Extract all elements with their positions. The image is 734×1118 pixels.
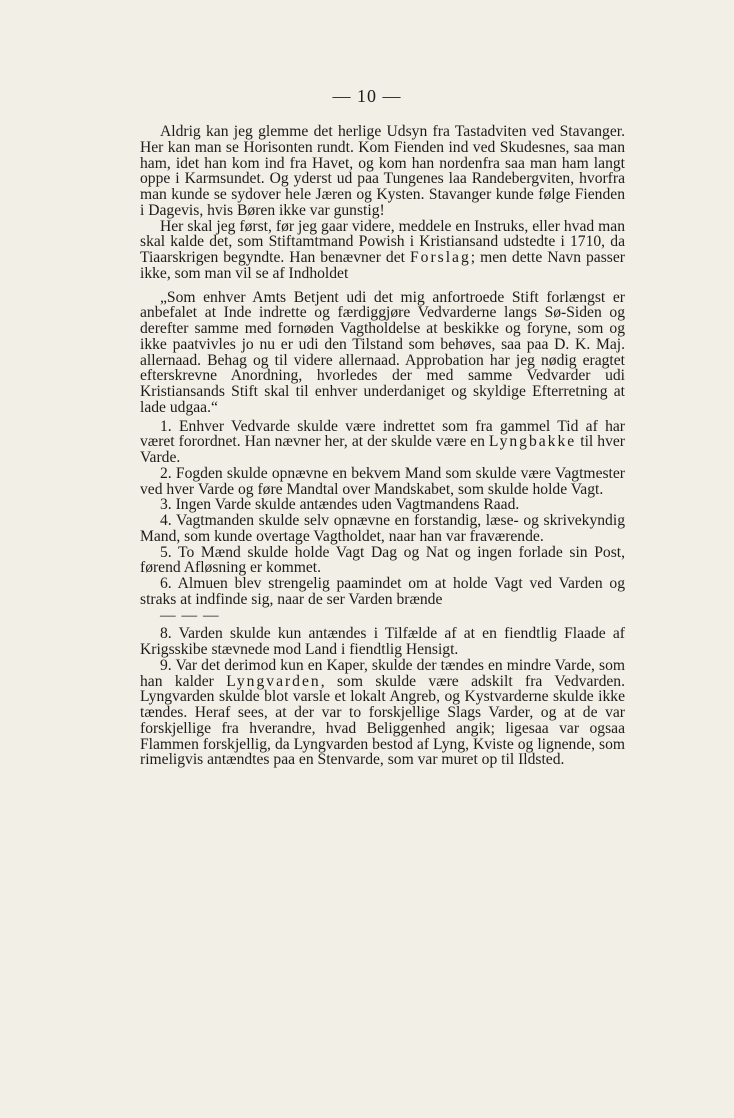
list-item-1 [140,419,625,466]
item1-text-after: til hver Varde. [140,433,625,466]
item1-spaced-word: Lyngbakke [488,433,577,451]
list-item-5: 5. To Mænd skulde holde Vagt Dag og Nat og ingen forlade sin Post, førend Afløsning er kommet. [140,543,625,577]
list-item-6: 6. Almuen blev strengelig paamindet om at holde Vagt ved Varden og straks at indfinde sig, naar de ser Varden brænde [140,575,625,608]
paragraph-instruks [140,219,625,282]
item9-text-after: , som skulde være adskilt fra Vedvarden. Lyngvarden skulde blot varsle et lokalt Angreb, og Kystvarderne skulde ikke tændes. Heraf sees, at der var to forskjellige Slags Varder, og at de var forskjellige fra hverandre, hvad Beliggenhed angik; ligesaa var ogsaa Flammen forskjellig, da Lyngvarden bestod af Lyng, Kviste og lignende, som rimeligvis antændtes paa en Stenvarde, som var muret op til Ildsted. [140,672,625,769]
quote-paragraph: „Som enhver Amts Betjent udi det mig anfortroede Stift forlængst er anbefalet at Inde indrette og færdiggjøre Vedvarderne langs Sø-Siden og derefter samme med fornøden Vagtholdelse at beskikke og foryne, som og ikke paatvivles jo nu er udi den Tilstand som behøves, saa paa D. K. Maj. allernaad. Behag og til videre allernaad. Approbation har jeg nødig eragtet efterskrevne Anordning, hvorledes der med samme Vedvarder udi Kristiansands Stift skal til enhver underdaniget og skyldige Efterretning at lade udgaa.“ [140,288,625,416]
list-item-2: 2. Fogden skulde opnævne en bekvem Mand som skulde være Vagtmester ved hver Varde og føre Mandtal over Mandskabet, som skulde holde Vagt. [140,464,625,498]
item9-text-before: 9. Var det derimod kun en Kaper, skulde der tændes en mindre Varde, som han kalder [140,656,625,690]
list-item-4: 4. Vagtmanden skulde selv opnævne en forstandig, læse- og skrivekyndig Mand, som kunde overtage Vagtholdet, naar han var fraværende. [140,512,625,545]
omission-dashes: — — — [160,606,220,624]
paragraph-tastadviten: Aldrig kan jeg glemme det herlige Udsyn fra Tastadviten ved Stavanger. Her kan man se Horisonten rundt. Kom Fienden ind ved Skudesnes, saa man ham, idet han kom ind fra Havet, og kom han nordenfra saa man ham langt oppe i Karmsundet. Og yderst ud paa Tungenes laa Randebergviten, hvorfra man kunde se sydover hele Jæren og Kysten. Stavanger kunde følge Fienden i Dagevis, hvis Børen ikke var gunstig! [140,123,625,219]
list-item-3: 3. Ingen Varde skulde antændes uden Vagtmandens Raad. [160,496,520,514]
list-item-9 [140,658,625,768]
instruks-text-after: ; men dette Navn passer ikke, som man vil se af Indholdet [140,249,625,282]
list-item-8: 8. Varden skulde kun antændes i Tilfælde af at en fiendtlig Flaade af Krigsskibe stævnede mod Land i fiendtlig Hensigt. [140,625,625,658]
page-number: — 10 — [332,86,402,106]
body-text [140,124,625,768]
instruks-text-before: Her skal jeg først, før jeg gaar videre, meddele en Instruks, eller hvad man skal kalde det, som Stiftamtmand Powish i Kristiansand udstedte i 1710, da Tiaarskrigen begyndte. Han benævner det [140,217,625,266]
item1-text-before: 1. Enhver Vedvarde skulde være indrettet som fra gammel Tid af har været forordnet. Han nævner her, at der skulde være en [140,417,625,451]
instruks-spaced-word: Forslag [409,249,471,266]
item9-spaced-word: Lyngvarden [226,672,321,690]
